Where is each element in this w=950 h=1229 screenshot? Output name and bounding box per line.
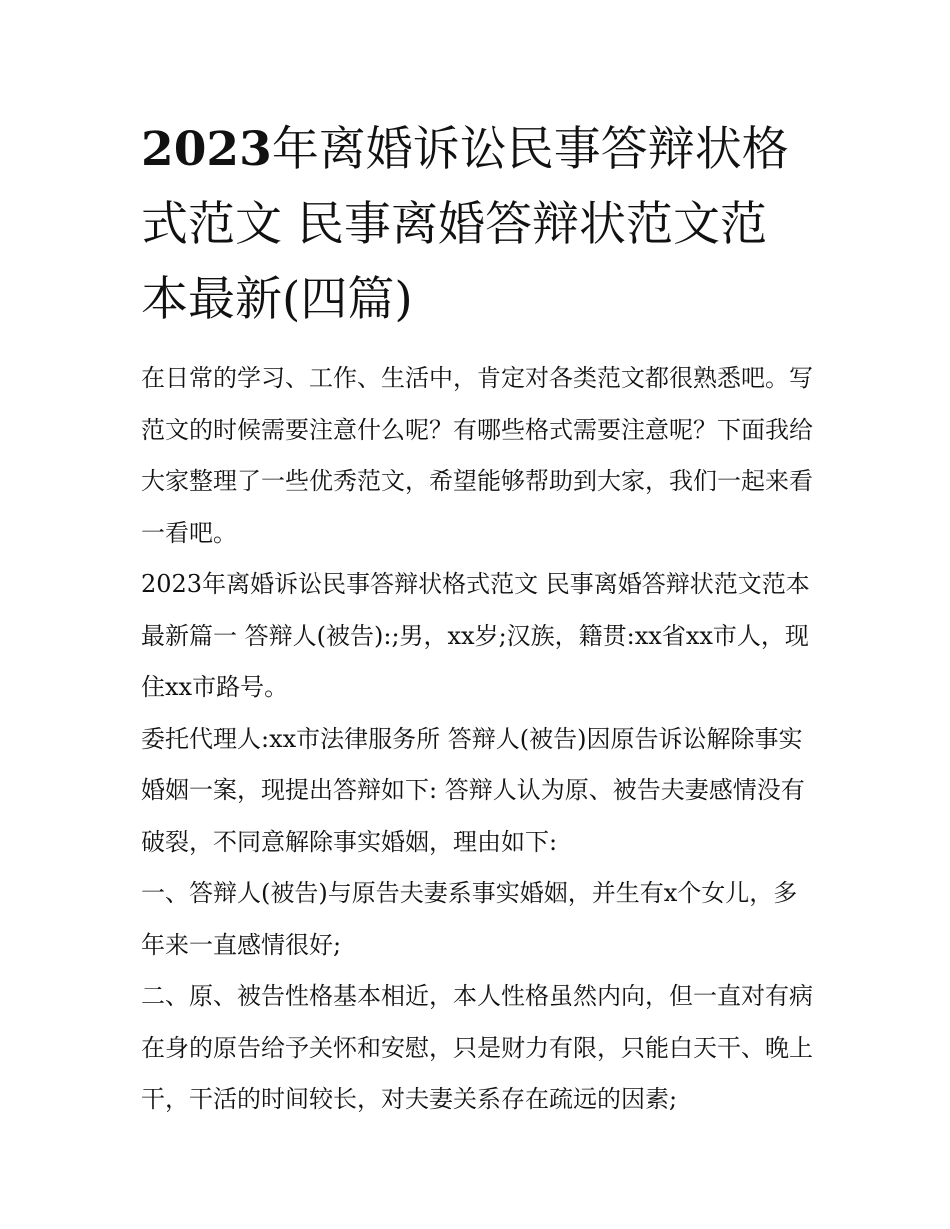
intro-paragraph: 在日常的学习、工作、生活中，肯定对各类范文都很熟悉吧。写范文的时候需要注意什么呢？有哪些格式需要注意呢？下面我给大家整理了一些优秀范文，希望能够帮助到大家，我们一起来看一看吧。 bbox=[141, 364, 813, 547]
title-year: 2023 bbox=[141, 122, 272, 177]
document-title bbox=[141, 112, 813, 337]
answer-header-paragraph: 2023年离婚诉讼民事答辩状格式范文 民事离婚答辩状范文范本最新篇一 答辩人(被告):;男，xx岁;汉族，籍贯:xx省xx市人，现住xx市路号。 bbox=[141, 570, 810, 701]
reason-two-paragraph: 二、原、被告性格基本相近，本人性格虽然内向，但一直对有病在身的原告给予关怀和安慰，只是财力有限，只能白天干、晚上干，干活的时间较长，对夫妻关系存在疏远的因素; bbox=[141, 982, 813, 1113]
reason-one-paragraph: 一、答辩人(被告)与原告夫妻系事实婚姻，并生有x个女儿，多年来一直感情很好; bbox=[141, 879, 798, 959]
agent-paragraph: 委托代理人:xx市法律服务所 答辩人(被告)因原告诉讼解除事实婚姻一案，现提出答辩如下: 答辩人认为原、被告夫妻感情没有破裂，不同意解除事实婚姻，理由如下: bbox=[141, 724, 805, 856]
document-page bbox=[141, 112, 813, 1126]
document-body bbox=[141, 353, 813, 1126]
title-text: 年离婚诉讼民事答辩状格式范文 民事离婚答辩状范文范本最新(四篇) bbox=[141, 122, 789, 327]
